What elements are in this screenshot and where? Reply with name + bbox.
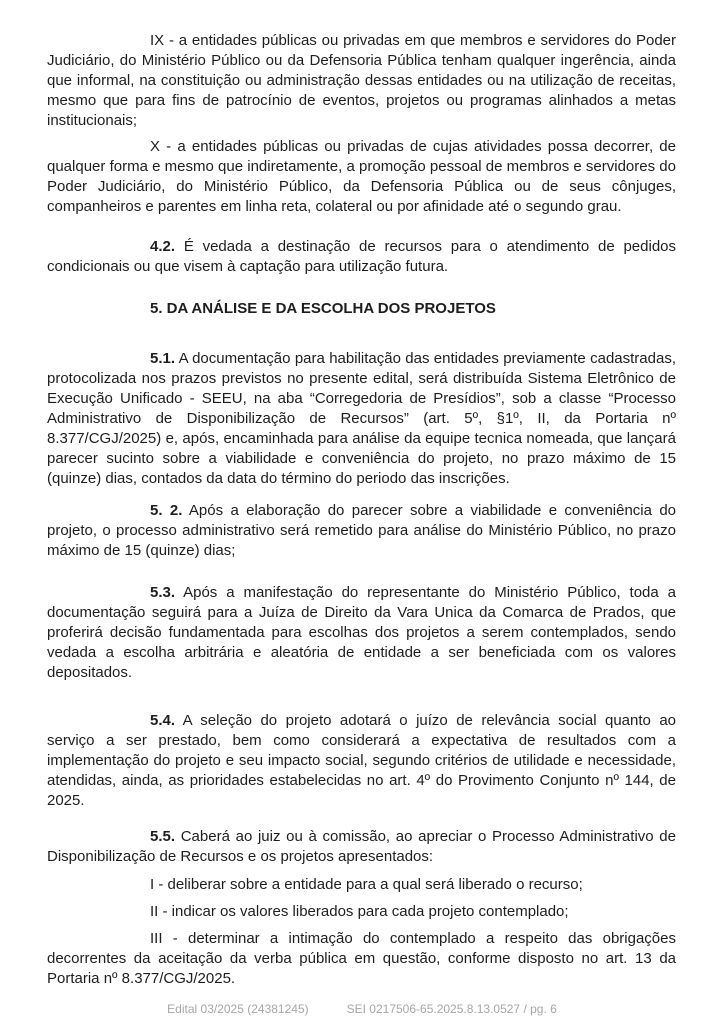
clause-5-3 [47,583,676,683]
clause-4-2-number: 4.2. [150,238,176,255]
clause-4-2-text: É vedada a destinação de recursos para o atendimento de pedidos condicionais ou que visem à captação para utilização futura. [47,238,677,275]
clause-5-5 [47,827,676,867]
clause-5-5-text: Caberá ao juiz ou à comissão, ao apreciar o Processo Administrativo de Disponibilização de Recursos e os projetos apresentados: [47,828,676,865]
footer-sei-page-reference: SEI 0217506-65.2025.8.13.0527 / pg. 6 [346,1002,557,1016]
section-5-heading: 5. DA ANÁLISE E DA ESCOLHA DOS PROJETOS [150,300,496,317]
subitem-iii: III - determinar a intimação do contemplado a respeito das obrigações decorrentes da aceitação da verba pública em questão, conforme disposto no art. 13 da Portaria nº 8.377/CGJ/2025. [47,930,676,987]
clause-4-2 [47,237,676,277]
clause-5-2 [47,501,676,561]
clause-5-4-text: A seleção do projeto adotará o juízo de relevância social quanto ao serviço a ser prestado, bem como considerará a expectativa de resultados com a implementação do projeto e seu impacto social, segundo critérios de utilidade e necessidade, atendidas, ainda, as prioridades estabelecidas no art. 4º do Provimento Conjunto nº 144, de 2025. [47,712,677,809]
clause-5-4-number: 5.4. [150,712,176,729]
paragraph-item-ix: IX - a entidades públicas ou privadas em que membros e servidores do Poder Judiciário, do Ministério Público ou da Defensoria Pública tenham qualquer ingerência, ainda que informal, na constituição ou administração dessas entidades ou na utilização de receitas, mesmo que para fins de patrocínio de eventos, projetos ou programas alinhados a metas institucionais; [47,32,676,129]
paragraph-item-x: X - a entidades públicas ou privadas de cujas atividades possa decorrer, de qualquer forma e mesmo que indiretamente, a promoção pessoal de membros e servidores do Poder Judiciário, do Ministério Público, da Defensoria Pública ou de seus cônjuges, companheiros e parentes em linha reta, colateral ou por afinidade até o segundo grau. [47,138,676,215]
clause-5-1 [47,349,676,489]
footer-edital-reference: Edital 03/2025 (24381245) [167,1002,309,1016]
clause-5-3-text: Após a manifestação do representante do Ministério Público, toda a documentação seguirá para a Juíza de Direito da Vara Unica da Comarca de Prados, que proferirá decisão fundamentada para escolhas dos projetos a serem contemplados, sendo vedada a escolha arbitrária e aleatória de entidade a ser beneficiada com os valores depositados. [47,584,676,681]
page-footer [0,1002,724,1016]
clause-5-3-number: 5.3. [150,584,176,601]
clause-5-2-number: 5. 2. [150,502,183,519]
clause-5-5-number: 5.5. [150,828,176,845]
clause-5-2-text: Após a elaboração do parecer sobre a viabilidade e conveniência do projeto, o processo administrativo será remetido para análise do Ministério Público, no prazo máximo de 15 (quinze) dias; [47,502,677,559]
subitem-ii: II - indicar os valores liberados para cada projeto contemplado; [150,903,569,920]
subitem-i: I - deliberar sobre a entidade para a qual será liberado o recurso; [150,876,583,893]
clause-5-1-number: 5.1. [150,350,176,367]
clause-5-4 [47,711,676,811]
clause-5-1-text: A documentação para habilitação das entidades previamente cadastradas, protocolizada nos prazos previstos no presente edital, será distribuída Sistema Eletrônico de Execução Unificado - SEEU, na aba “Corregedoria de Presídios”, sob a classe “Processo Administrativo de Disponibilização de Recursos” (art. 5º, §1º, II, da Portaria nº 8.377/CGJ/2025) e, após, encaminhada para análise da equipe tecnica nomeada, que lançará parecer sucinto sobre a viabilidade e conveniência do projeto, no prazo máximo de 15 (quinze) dias, contados da data do término do periodo das inscrições. [47,350,676,487]
